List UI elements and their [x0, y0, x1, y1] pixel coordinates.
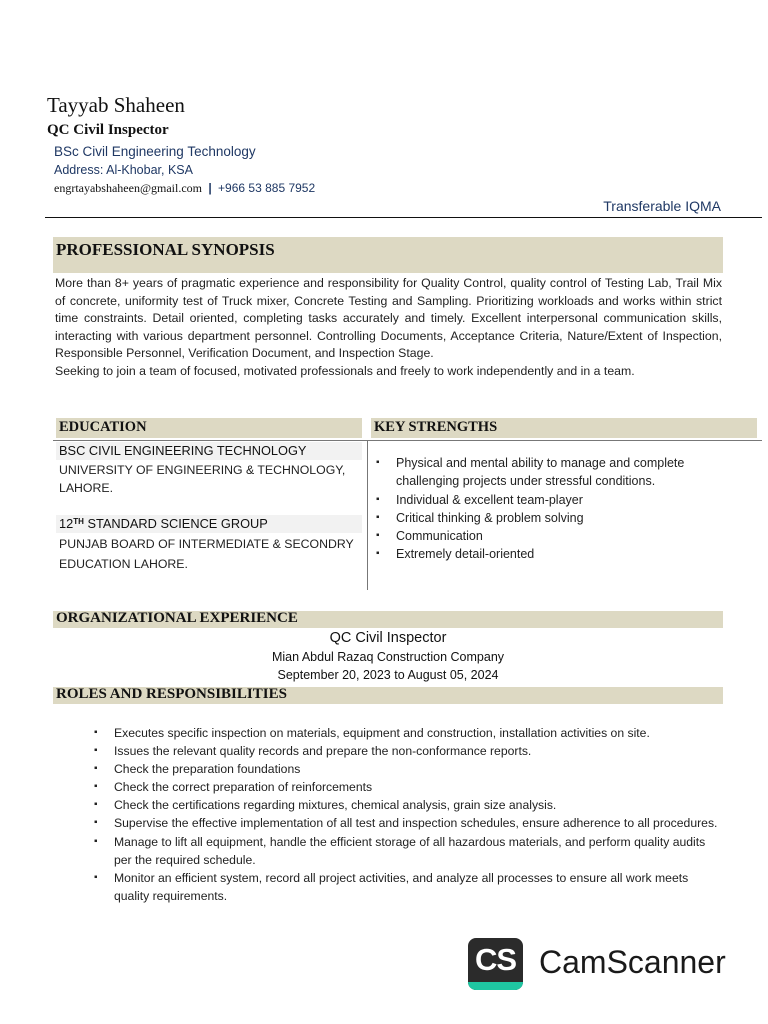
section-divider	[53, 440, 762, 441]
education-item-body: UNIVERSITY OF ENGINEERING & TECHNOLOGY, LAHORE.	[59, 463, 346, 495]
list-item: ▪ Physical and mental ability to manage and complete challenging projects under stressful conditions.	[374, 454, 724, 491]
education-title: EDUCATION	[59, 419, 147, 435]
logo-letters: CS	[474, 942, 517, 977]
list-item: ▪ Check the certifications regarding mixtures, chemical analysis, grain size analysis.	[92, 796, 722, 814]
education-item-body: PUNJAB BOARD OF INTERMEDIATE & SECONDRY EDUCATION LAHORE.	[59, 537, 354, 571]
contact-separator: |	[208, 181, 212, 195]
camscanner-brand: CamScanner	[539, 944, 726, 980]
job-company: Mian Abdul Razaq Construction Company	[271, 650, 505, 664]
list-item: ▪ Monitor an efficient system, record all project activities, and analyze all processes to ensure all work meets quality requirements.	[92, 869, 722, 905]
list-item: ▪ Executes specific inspection on materials, equipment and construction, installation activities on site.	[92, 724, 722, 742]
heading-rest: STANDARD SCIENCE GROUP	[83, 516, 268, 531]
email-text: engrtayabshaheen@gmail.com	[54, 181, 202, 195]
job-title: QC Civil Inspector	[329, 630, 447, 646]
candidate-title: QC Civil Inspector	[47, 122, 169, 138]
list-item: ▪ Manage to lift all equipment, handle the efficient storage of all hazardous materials, and perform quality audits per the required schedule.	[92, 833, 722, 869]
synopsis-text	[55, 275, 722, 381]
experience-title: ORGANIZATIONAL EXPERIENCE	[56, 610, 298, 626]
list-item: ▪ Individual & excellent team-player	[374, 491, 724, 509]
roles-title: ROLES AND RESPONSIBILITIES	[56, 686, 287, 702]
synopsis-paragraph: More than 8+ years of pragmatic experience and responsibility for Quality Control, quality control of Testing Lab, Trail Mix of concrete, uniformity test of Truck mixer, Concrete Testing and Sampling. Prioritizing workloads and works within strict time constraints. Detail oriented, completing tasks accurately and timely. Excellent interpersonal communication skills, interacting with various department personnel. Controlling Documents, Acceptance Criteria, Nature/Extent of Inspection, Responsible Personnel, Verification Document, and Inspection Stage.	[55, 276, 722, 361]
candidate-degree: BSc Civil Engineering Technology	[54, 144, 256, 159]
strengths-title: KEY STRENGTHS	[374, 419, 498, 435]
list-item: ▪ Extremely detail-oriented	[374, 545, 724, 563]
list-item: ▪ Supervise the effective implementation of all test and inspection schedules, ensure adherence to all procedures.	[92, 814, 722, 832]
logo-accent-bar	[468, 982, 523, 990]
heading-superscript: TH	[73, 517, 84, 526]
roles-list	[92, 724, 722, 905]
list-item: ▪ Check the preparation foundations	[92, 760, 722, 778]
heading-number: 12	[59, 516, 74, 531]
education-item-heading	[56, 515, 362, 533]
candidate-name: Tayyab Shaheen	[47, 93, 185, 117]
strengths-list	[374, 454, 724, 564]
candidate-address: Address: Al-Khobar, KSA	[54, 163, 193, 177]
header-divider	[45, 217, 762, 218]
column-divider	[367, 440, 368, 590]
education-item-heading: BSC CIVIL ENGINEERING TECHNOLOGY	[56, 442, 362, 460]
camscanner-logo-icon	[468, 938, 523, 990]
synopsis-title: PROFESSIONAL SYNOPSIS	[56, 240, 275, 259]
contact-line	[54, 181, 315, 196]
list-item: ▪ Critical thinking & problem solving	[374, 509, 724, 527]
list-item: ▪ Issues the relevant quality records and prepare the non-conformance reports.	[92, 742, 722, 760]
iqma-status: Transferable IQMA	[603, 198, 721, 214]
list-item: ▪ Check the correct preparation of reinforcements	[92, 778, 722, 796]
phone-text: +966 53 885 7952	[218, 181, 316, 195]
job-dates: September 20, 2023 to August 05, 2024	[277, 668, 499, 682]
list-item: ▪ Communication	[374, 527, 724, 545]
synopsis-paragraph: Seeking to join a team of focused, motivated professionals and freely to work independently and in a team.	[55, 363, 635, 378]
